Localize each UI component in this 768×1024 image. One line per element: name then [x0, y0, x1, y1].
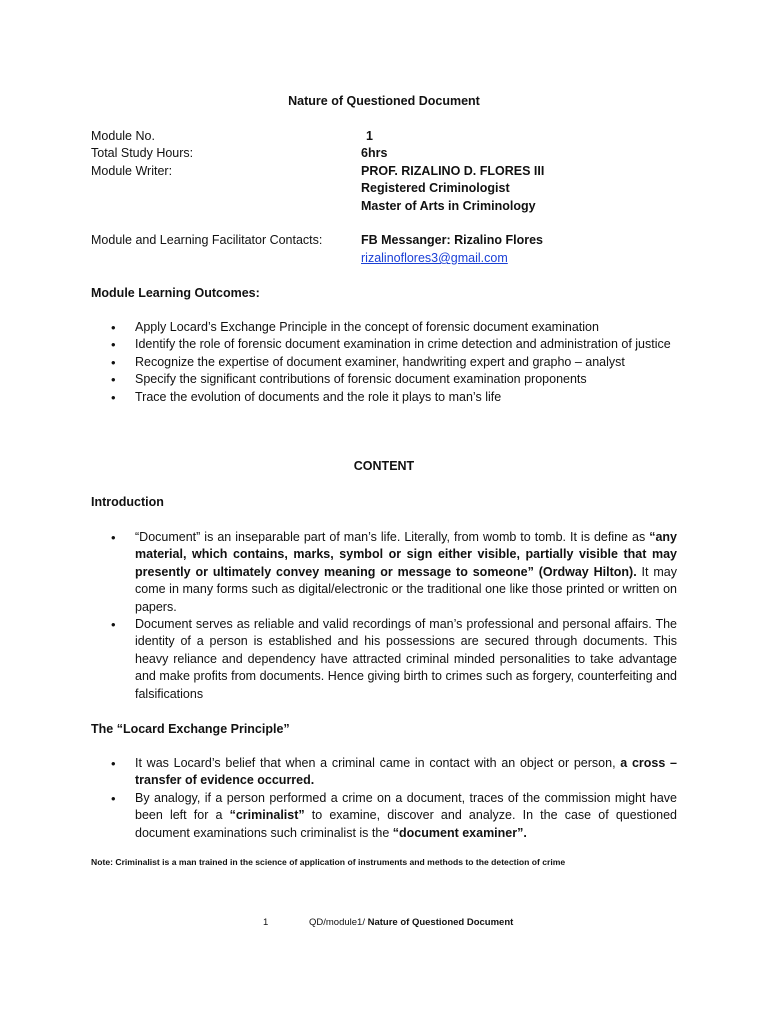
footer-title: Nature of Questioned Document: [367, 917, 514, 928]
list-item: • Recognize the expertise of document examiner, handwriting expert and grapho – analyst: [111, 354, 677, 371]
writer-degree: Master of Arts in Criminology: [361, 199, 536, 213]
outcomes-list: [111, 319, 677, 406]
page-footer: [309, 917, 513, 928]
list-item: • Document serves as reliable and valid recordings of man’s professional and personal affairs. The identity of a person is established and his possessions are secured through documents. This heavy reliance and dependency have attracted criminal minded personalities to take advantage and make profits from documents. Hence giving birth to crimes such as forgery, counterfeiting and falsifications: [111, 616, 677, 703]
content-heading: CONTENT: [353, 459, 415, 473]
locard-list: [111, 755, 677, 842]
locard-p2-mid: to examine, discover and analyze. In the case of questioned document examinations such criminalist is the: [135, 808, 677, 840]
list-item: [111, 790, 677, 842]
writer-title: Registered Criminologist: [361, 181, 510, 195]
intro-p1-rest: It may come in many forms such as digital/electronic or the traditional one like those printed or written on papers.: [135, 564, 677, 614]
list-item: • Trace the evolution of documents and the role it plays to man’s life: [111, 389, 677, 406]
writer-name: PROF. RIZALINO D. FLORES III: [361, 164, 545, 178]
introduction-list: [111, 529, 677, 703]
list-item: • Apply Locard’s Exchange Principle in the concept of forensic document examination: [111, 319, 677, 336]
document-definition: “any material, which contains, marks, symbol or sign either visible, partially visible that may presently or ultimately convey meaning or message to someone” (Ordway Hilton).: [135, 530, 677, 579]
list-item: [111, 755, 677, 790]
note-text: : Criminalist is a man trained in the science of application of instruments and methods to the detection of crime: [110, 857, 566, 867]
module-no-value: 1: [366, 129, 373, 143]
writer-label: Module Writer:: [91, 164, 173, 178]
hours-value: 6hrs: [361, 146, 388, 160]
note-label: Note: [91, 857, 111, 867]
module-no-label: Module No.: [91, 129, 155, 143]
outcomes-heading: Module Learning Outcomes:: [91, 286, 260, 300]
email-link[interactable]: rizalinoflores3@gmail.com: [361, 251, 508, 265]
locard-heading: The “Locard Exchange Principle”: [91, 722, 290, 736]
locard-p2-text: By analogy, if a person performed a crime on a document, traces of the commission might have been left for a: [135, 790, 677, 823]
locard-p1-text: It was Locard’s belief that when a criminal came in contact with an object or person,: [135, 756, 621, 770]
list-item: [111, 529, 677, 616]
intro-p1-text: “Document” is an inseparable part of man’s life. Literally, from womb to tomb. It is define as: [135, 530, 650, 544]
locard-p1-bold: a cross – transfer of evidence occurred.: [135, 756, 677, 788]
footnote: [91, 857, 565, 867]
page-number: 1: [263, 917, 269, 928]
hours-label: Total Study Hours:: [91, 146, 194, 160]
footer-path: QD/module1/: [309, 917, 368, 928]
list-item: • Identify the role of forensic document examination in crime detection and administration of justice: [111, 336, 677, 353]
document-title: Nature of Questioned Document: [288, 94, 480, 108]
document-examiner-term: “document examiner”.: [392, 825, 527, 840]
list-item: • Specify the significant contributions of forensic document examination proponents: [111, 371, 677, 388]
contacts-messenger: FB Messanger: Rizalino Flores: [361, 233, 543, 247]
criminalist-term: “criminalist”: [229, 808, 305, 823]
introduction-heading: Introduction: [91, 495, 164, 509]
contacts-label: Module and Learning Facilitator Contacts:: [91, 233, 323, 247]
